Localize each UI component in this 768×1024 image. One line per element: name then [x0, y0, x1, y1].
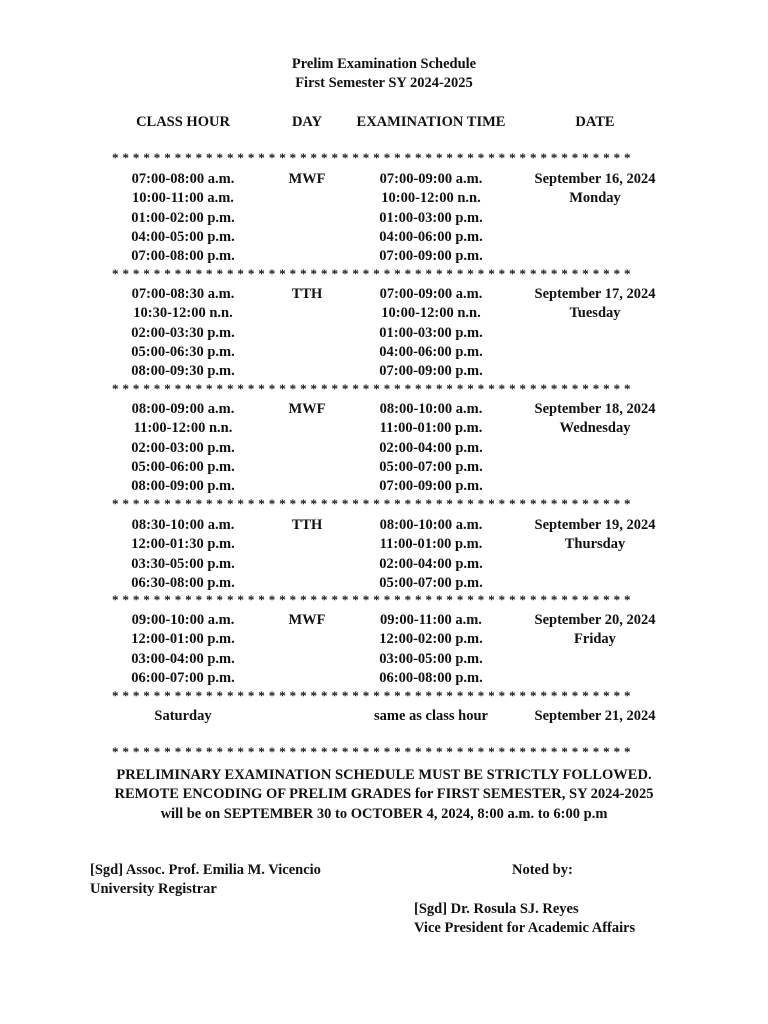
- exam-weekday: Thursday: [564, 536, 626, 553]
- exam-time: 05:00-07:00 p.m.: [379, 458, 483, 475]
- separator-line: * * * * * * * * * * * * * * * * * * * * * * * * * * * * * * * * * * * * * * * * * * * * * * * * * *: [112, 689, 631, 703]
- registrar-name: [Sgd] Assoc. Prof. Emilia M. Vicencio: [90, 862, 321, 878]
- exam-time: 05:00-07:00 p.m.: [379, 574, 483, 591]
- class-hour: 10:00-11:00 a.m.: [132, 190, 234, 207]
- separator-line: * * * * * * * * * * * * * * * * * * * * * * * * * * * * * * * * * * * * * * * * * * * * * * * * * *: [112, 497, 631, 511]
- separator-line: * * * * * * * * * * * * * * * * * * * * * * * * * * * * * * * * * * * * * * * * * * * * * * * * * *: [112, 745, 631, 759]
- column-header-class-hour: CLASS HOUR: [136, 114, 230, 130]
- exam-time: 12:00-02:00 p.m.: [379, 631, 483, 648]
- class-hour: 07:00-08:00 a.m.: [131, 171, 235, 187]
- date-cell: [515, 516, 675, 555]
- exam-time: 04:00-06:00 p.m.: [379, 343, 483, 360]
- saturday-label: Saturday: [154, 708, 212, 724]
- exam-time: 08:00-10:00 a.m.: [379, 401, 483, 417]
- class-hours-cell: [103, 400, 263, 496]
- column-header-exam-time: EXAMINATION TIME: [356, 114, 506, 130]
- day-cell: MWF: [288, 612, 326, 628]
- date-cell: [515, 170, 675, 209]
- saturday-exam-time: same as class hour: [374, 708, 488, 724]
- column-header-day: DAY: [291, 114, 323, 130]
- day-cell: MWF: [288, 171, 326, 187]
- class-hour: 05:00-06:00 p.m.: [131, 458, 235, 475]
- notice-block: [0, 766, 768, 824]
- exam-time: 01:00-03:00 p.m.: [379, 324, 483, 341]
- vp-name: [Sgd] Dr. Rosula SJ. Reyes: [414, 901, 579, 917]
- day-cell: MWF: [288, 401, 326, 417]
- exam-time: 10:00-12:00 n.n.: [381, 305, 481, 322]
- exam-date: September 17, 2024: [534, 286, 656, 302]
- exam-weekday: Monday: [569, 190, 621, 207]
- separator-line: * * * * * * * * * * * * * * * * * * * * * * * * * * * * * * * * * * * * * * * * * * * * * * * * * *: [112, 151, 631, 165]
- exam-time: 07:00-09:00 p.m.: [379, 248, 483, 265]
- document-subtitle: First Semester SY 2024-2025: [295, 75, 473, 91]
- class-hour: 06:30-08:00 p.m.: [131, 574, 235, 591]
- class-hour: 11:00-12:00 n.n.: [133, 420, 233, 437]
- exam-time: 03:00-05:00 p.m.: [379, 650, 483, 667]
- exam-date: September 16, 2024: [534, 171, 656, 187]
- exam-time: 08:00-10:00 a.m.: [379, 517, 483, 533]
- notice-line: will be on SEPTEMBER 30 to OCTOBER 4, 2024, 8:00 a.m. to 6:00 p.m: [160, 805, 608, 822]
- exam-time: 04:00-06:00 p.m.: [379, 228, 483, 245]
- exam-times-cell: [351, 400, 511, 496]
- class-hour: 12:00-01:00 p.m.: [131, 631, 235, 648]
- class-hour: 07:00-08:30 a.m.: [131, 286, 235, 302]
- day-cell: TTH: [291, 517, 323, 533]
- class-hour: 07:00-08:00 p.m.: [131, 248, 235, 265]
- class-hour: 12:00-01:30 p.m.: [131, 536, 235, 553]
- class-hours-cell: [103, 611, 263, 688]
- exam-weekday: Friday: [574, 631, 616, 648]
- date-cell: [515, 611, 675, 650]
- document-title: Prelim Examination Schedule: [291, 56, 477, 72]
- exam-time: 02:00-04:00 p.m.: [379, 439, 483, 456]
- class-hour: 02:00-03:00 p.m.: [131, 439, 235, 456]
- vp-title: Vice President for Academic Affairs: [414, 920, 636, 937]
- registrar-signature: [90, 861, 321, 900]
- exam-time: 01:00-03:00 p.m.: [379, 209, 483, 226]
- noted-by-label: Noted by:: [512, 862, 573, 878]
- exam-date: September 19, 2024: [534, 517, 656, 533]
- class-hours-cell: [103, 516, 263, 593]
- class-hour: 08:30-10:00 a.m.: [131, 517, 235, 533]
- exam-times-cell: [351, 516, 511, 593]
- exam-date: September 18, 2024: [534, 401, 656, 417]
- class-hour: 06:00-07:00 p.m.: [131, 669, 235, 686]
- exam-time: 07:00-09:00 a.m.: [379, 171, 483, 187]
- exam-times-cell: [351, 611, 511, 688]
- exam-time: 11:00-01:00 p.m.: [379, 536, 483, 553]
- document-title-block: [0, 55, 768, 93]
- day-cell: TTH: [291, 286, 323, 302]
- class-hour: 08:00-09:00 a.m.: [131, 401, 235, 417]
- exam-time: 11:00-01:00 p.m.: [379, 420, 483, 437]
- class-hours-cell: [103, 170, 263, 266]
- exam-time: 10:00-12:00 n.n.: [381, 190, 481, 207]
- class-hour: 03:00-04:00 p.m.: [131, 650, 235, 667]
- class-hour: 02:00-03:30 p.m.: [131, 324, 235, 341]
- separator-line: * * * * * * * * * * * * * * * * * * * * * * * * * * * * * * * * * * * * * * * * * * * * * * * * * *: [112, 593, 631, 607]
- class-hour: 08:00-09:00 p.m.: [131, 478, 235, 495]
- date-cell: [515, 400, 675, 439]
- exam-times-cell: [351, 285, 511, 381]
- exam-times-cell: [351, 170, 511, 266]
- exam-time: 07:00-09:00 a.m.: [379, 286, 483, 302]
- date-cell: [515, 285, 675, 324]
- class-hour: 05:00-06:30 p.m.: [131, 343, 235, 360]
- exam-time: 09:00-11:00 a.m.: [380, 612, 482, 628]
- class-hour: 03:30-05:00 p.m.: [131, 555, 235, 572]
- class-hours-cell: [103, 285, 263, 381]
- notice-line: PRELIMINARY EXAMINATION SCHEDULE MUST BE STRICTLY FOLLOWED.: [116, 767, 652, 783]
- notice-line: REMOTE ENCODING OF PRELIM GRADES for FIRST SEMESTER, SY 2024-2025: [114, 786, 654, 803]
- class-hour: 09:00-10:00 a.m.: [131, 612, 235, 628]
- class-hour: 08:00-09:30 p.m.: [131, 363, 235, 380]
- exam-time: 07:00-09:00 p.m.: [379, 363, 483, 380]
- exam-time: 07:00-09:00 p.m.: [379, 478, 483, 495]
- class-hour: 10:30-12:00 n.n.: [133, 305, 233, 322]
- saturday-date: September 21, 2024: [534, 708, 656, 724]
- exam-time: 02:00-04:00 p.m.: [379, 555, 483, 572]
- class-hour: 04:00-05:00 p.m.: [131, 228, 235, 245]
- class-hour: 01:00-02:00 p.m.: [131, 209, 235, 226]
- separator-line: * * * * * * * * * * * * * * * * * * * * * * * * * * * * * * * * * * * * * * * * * * * * * * * * * *: [112, 382, 631, 396]
- exam-weekday: Wednesday: [559, 420, 631, 437]
- exam-weekday: Tuesday: [569, 305, 621, 322]
- registrar-title: University Registrar: [90, 881, 217, 898]
- separator-line: * * * * * * * * * * * * * * * * * * * * * * * * * * * * * * * * * * * * * * * * * * * * * * * * * *: [112, 267, 631, 281]
- exam-time: 06:00-08:00 p.m.: [379, 669, 483, 686]
- column-header-date: DATE: [575, 114, 615, 130]
- exam-date: September 20, 2024: [534, 612, 656, 628]
- vp-signature: [414, 900, 635, 939]
